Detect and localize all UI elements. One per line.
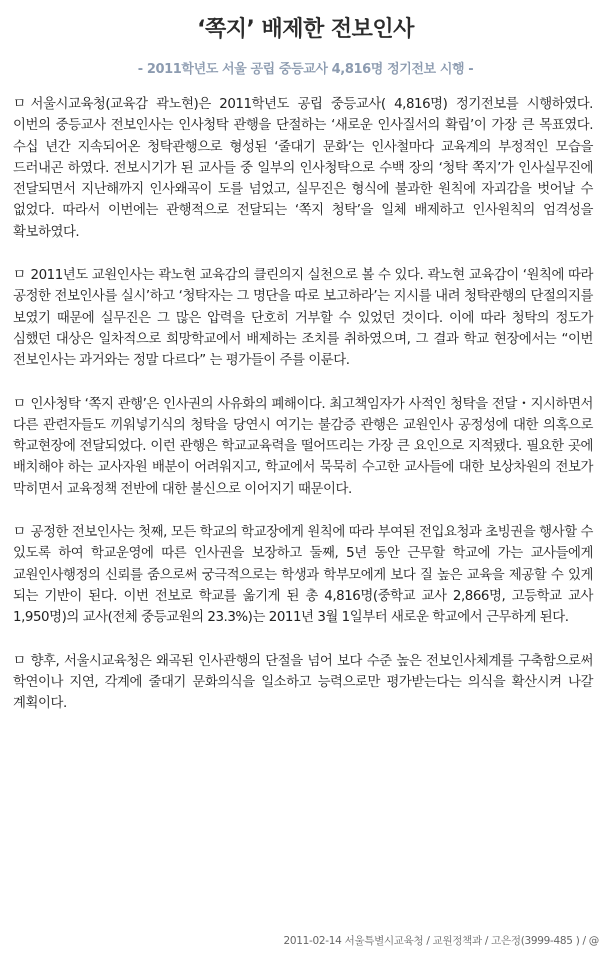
bullet-marker: ㅁ xyxy=(13,396,26,412)
bullet-marker: ㅁ xyxy=(13,268,26,284)
bullet-marker: ㅁ xyxy=(13,525,26,541)
page-subtitle: - 2011학년도 서울 공립 중등교사 4,816명 정기전보 시행 - xyxy=(137,62,474,77)
paragraph xyxy=(13,394,593,500)
page-title: ‘쪽지’ 배제한 전보인사 xyxy=(197,17,414,42)
article-body xyxy=(13,94,593,736)
paragraph-text: 향후, 서울시교육청은 왜곡된 인사관행의 단절을 넘어 보다 수준 높은 전보인사체계를 구축함으로써 학연이나 지연, 각계에 줄대기 문화의식을 일소하고 능력으로만 평가받는다는 의식을 확산시켜 나갈 계획이다. xyxy=(13,653,593,712)
bullet-marker: ㅁ xyxy=(13,97,26,112)
paragraph-text: 공정한 전보인사는 첫째, 모든 학교의 학교장에게 원칙에 따라 부여된 전입요청과 초빙권을 행사할 수 있도록 하여 학교운영에 따른 인사권을 보장하고 둘째, 5년 동안 근무할 학교에 가는 교사들에게 교원인사행정의 신뢰를 줌으로써 궁극적으로는 학생과 학부모에게 보다 질 높은 교육을 제공할 수 있게 되는 기반이 된다. 이번 전보로 학교를 옮기게 된 총 4,816명(중학교 교사 2,866명, 고등학교 교사 1,950명)의 교사(전체 중등교원의 23.3%)는 2011년 3월 1일부터 새로운 학교에서 근무하게 된다. xyxy=(13,525,593,626)
paragraph xyxy=(13,651,593,715)
paragraph xyxy=(13,522,593,628)
bullet-marker: ㅁ xyxy=(13,653,26,669)
footer-info: 2011-02-14 서울특별시교육청 / 교원정책과 / 고은정(3999-485 ) / @ xyxy=(283,935,599,947)
paragraph-text: 서울시교육청(교육감 곽노현)은 2011학년도 공립 중등교사( 4,816명) 정기전보를 시행하였다. 이번의 중등교사 전보인사는 인사청탁 관행을 단절하는 ‘새로운 인사질서의 확립’이 가장 큰 목표였다. 수십 년간 지속되어온 청탁관행으로 형성된 ‘줄대기 문화’는 인사철마다 교육계의 부정적인 모습을 드러내곤 하였다. 전보시기가 된 교사들 중 일부의 인사청탁으로 수백 장의 ‘청탁 쪽지’가 인사실무진에 전달되면서 지난해까지 인사왜곡이 도를 넘었고, 실무진은 형식에 불과한 원칙에 자괴감을 벗어날 수 없었다. 따라서 이번에는 관행적으로 전달되는 ‘쪽지 청탁’을 일체 배제하고 인사원칙의 엄격성을 확보하였다. xyxy=(13,97,593,240)
paragraph-text: 인사청탁 ‘쪽지 관행’은 인사권의 사유화의 폐해이다. 최고책임자가 사적인 청탁을 전달・지시하면서 다른 관련자들도 끼워넣기식의 청탁을 당연시 여기는 불감증 관행은 교원인사 공정성에 대한 의혹으로 학교현장에 전달되었다. 이런 관행은 학교교육력을 떨어뜨리는 가장 큰 요인으로 지적됐다. 필요한 곳에 배치해야 하는 교사자원 배분이 어려워지고, 학교에서 묵묵히 수고한 교사들에 대한 보상차원의 전보가 막히면서 교육정책 전반에 대한 불신으로 이어지기 때문이다. xyxy=(13,396,593,497)
paragraph-text: 2011년도 교원인사는 곽노현 교육감의 클린의지 실천으로 볼 수 있다. 곽노현 교육감이 ‘원칙에 따라 공정한 전보인사를 실시’하고 ‘청탁자는 그 명단을 따로 보고하라’는 지시를 내려 청탁관행의 단절의지를 보였기 때문에 실무진은 그 많은 압력을 단호히 거부할 수 있었던 것이다. 이에 따라 청탁의 정도가 심했던 대상은 일차적으로 희망학교에서 배제하는 조치를 취하였으며, 그 결과 학교 현장에서는 “이번 전보인사는 과거와는 정말 다르다” 는 평가들이 주를 이룬다. xyxy=(13,268,593,369)
paragraph xyxy=(13,265,593,371)
paragraph xyxy=(13,94,593,243)
